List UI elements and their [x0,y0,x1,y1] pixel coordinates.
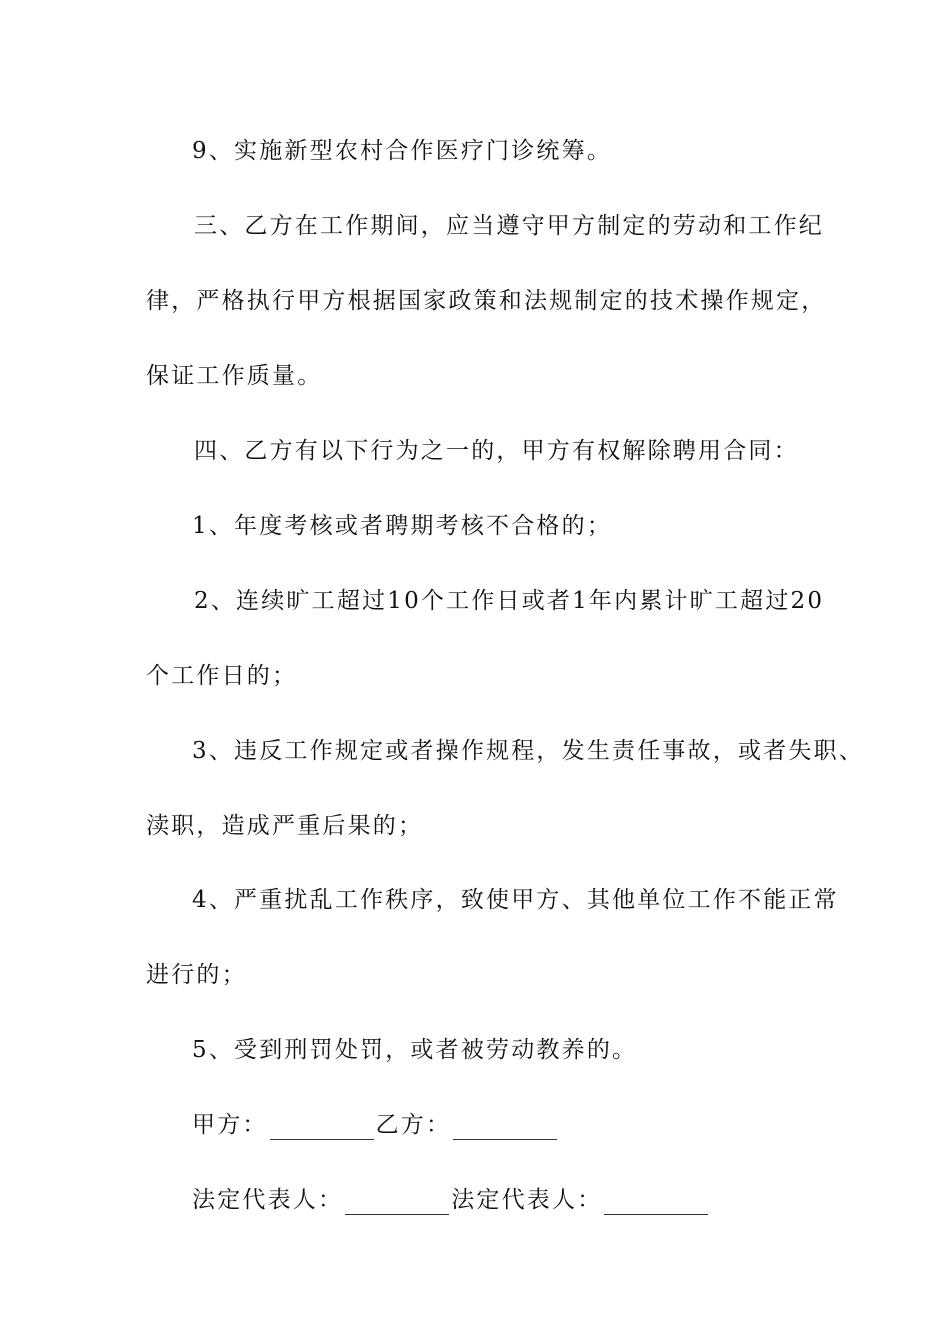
paragraph-item-2-line1: 2、连续旷工超过10个工作日或者1年内累计旷工超过20 [194,588,825,614]
party-b-signature-blank [453,1119,557,1140]
party-a-signature-blank [270,1119,374,1140]
paragraph-item-5: 5、受到刑罚处罚，或者被劳动教养的。 [192,1037,638,1063]
signature-row-representatives [192,1185,710,1215]
paragraph-section-three-line1: 三、乙方在工作期间，应当遵守甲方制定的劳动和工作纪 [194,213,824,239]
signature-row-parties [192,1110,559,1140]
rep-b-signature-blank [604,1194,708,1215]
rep-a-label: 法定代表人： [192,1187,344,1213]
rep-a-signature-blank [345,1194,449,1215]
paragraph-item-2-line2: 个工作日的； [146,663,298,689]
paragraph-item-1: 1、年度考核或者聘期考核不合格的； [192,513,613,539]
party-a-label: 甲方： [192,1112,268,1138]
paragraph-item-3-line2: 渎职，造成严重后果的； [146,813,424,839]
rep-b-label: 法定代表人： [451,1187,603,1213]
paragraph-section-four: 四、乙方有以下行为之一的，甲方有权解除聘用合同： [194,438,799,464]
paragraph-section-three-line3: 保证工作质量。 [146,363,323,389]
paragraph-item-3-line1: 3、违反工作规定或者操作规程，发生责任事故，或者失职、 [192,738,865,764]
paragraph-section-three-line2: 律，严格执行甲方根据国家政策和法规制定的技术操作规定， [146,288,827,314]
paragraph-item-4-line2: 进行的； [146,962,247,988]
party-b-label: 乙方： [375,1112,452,1138]
paragraph-item-9: 9、实施新型农村合作医疗门诊统筹。 [192,138,613,164]
paragraph-item-4-line1: 4、严重扰乱工作秩序，致使甲方、其他单位工作不能正常 [192,887,839,913]
